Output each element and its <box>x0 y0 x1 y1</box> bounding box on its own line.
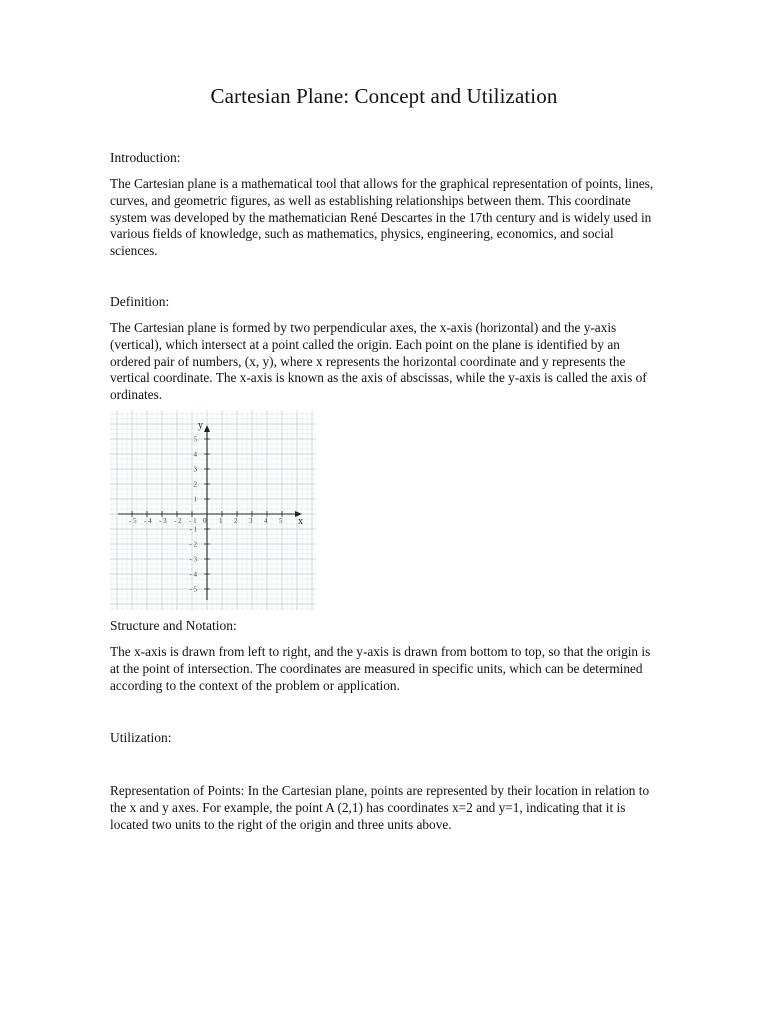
introduction-paragraph: The Cartesian plane is a mathematical tool that allows for the graphical representation of points, lines, curves, and geometric figures, as well as establishing relationships between them. This coordinate system was developed by the mathematician René Descartes in the 17th century and is widely used in various fields of knowledge, such as mathematics, physics, engineering, economics, and social sciences. <box>110 176 654 259</box>
y-tick-label: - 3 <box>189 555 197 564</box>
utilization-paragraph: Representation of Points: In the Cartesian plane, points are represented by their location in relation to the x and y axes. For example, the point A (2,1) has coordinates x=2 and y=1, indicating that it is located two units to the right of the origin and three units above. <box>110 783 650 832</box>
grid-minor-lines <box>110 410 316 610</box>
x-tick-label: - 1 <box>189 517 197 525</box>
y-tick-label: - 1 <box>189 525 197 534</box>
y-tick-label: - 4 <box>189 570 197 579</box>
x-tick-label: - 3 <box>159 517 167 525</box>
grid-major-lines <box>110 410 316 610</box>
x-tick-label: - 5 <box>129 517 137 525</box>
y-tick-label: 4 <box>193 450 197 459</box>
x-tick-label: 5 <box>279 517 283 525</box>
introduction-heading: Introduction: <box>110 150 181 165</box>
x-tick-label: 2 <box>234 517 238 525</box>
x-tick-label: 4 <box>264 517 268 525</box>
y-axis-label: y <box>198 420 203 431</box>
x-tick-label: 3 <box>249 517 253 525</box>
utilization-heading: Utilization: <box>110 730 172 745</box>
definition-heading: Definition: <box>110 294 170 309</box>
x-tick-label: 0 <box>203 517 207 525</box>
x-axis-label: x <box>298 516 303 527</box>
definition-paragraph: The Cartesian plane is formed by two perpendicular axes, the x-axis (horizontal) and the y-axis (vertical), which intersect at a point called the origin. Each point on the plane is identified by an ordered pair of numbers, (x, y), where x represents the horizontal coordinate and y represents the vertical coordinate. The x-axis is known as the axis of abscissas, while the y-axis is called the axis of ordinates. <box>110 320 647 403</box>
y-tick-label: 5 <box>193 435 197 444</box>
x-tick-label: - 2 <box>174 517 182 525</box>
x-tick-label: - 4 <box>144 517 152 525</box>
y-tick-label: - 5 <box>189 585 197 594</box>
structure-paragraph: The x-axis is drawn from left to right, and the y-axis is drawn from bottom to top, so that the origin is at the point of intersection. The coordinates are measured in specific units, which can be determined according to the context of the problem or application. <box>110 644 651 693</box>
y-tick-label: - 2 <box>189 540 197 549</box>
y-tick-label: 1 <box>193 495 197 504</box>
y-axis-arrow <box>204 425 210 432</box>
x-tick-label: 1 <box>219 517 223 525</box>
cartesian-plane-graph <box>110 410 316 610</box>
y-tick-label: 2 <box>193 480 197 489</box>
page-title: Cartesian Plane: Concept and Utilization <box>210 84 558 108</box>
cartesian-plane-figure <box>110 410 316 610</box>
y-tick-label: 3 <box>193 465 197 474</box>
structure-heading: Structure and Notation: <box>110 618 237 633</box>
